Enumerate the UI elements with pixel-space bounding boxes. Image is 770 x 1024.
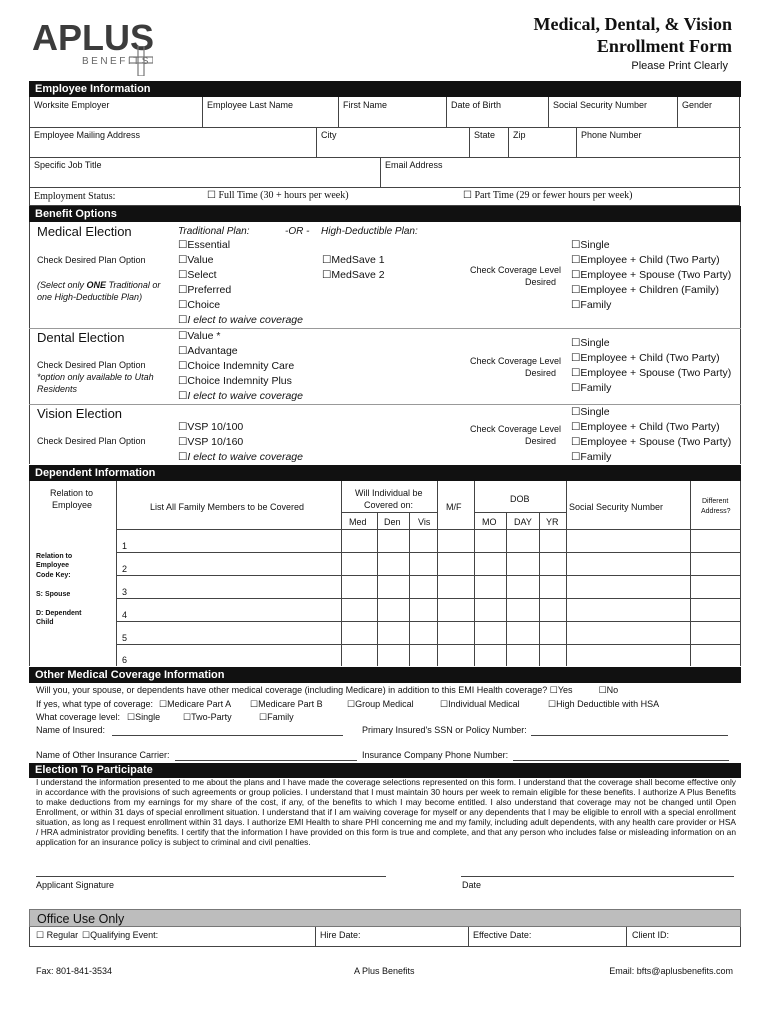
hsa-checkbox[interactable]: ☐ High Deductible with HSA — [548, 699, 659, 710]
form-title-line1: Medical, Dental, & Vision — [533, 14, 732, 34]
state-field[interactable]: State — [474, 130, 496, 140]
relation-header-2: Employee — [52, 500, 93, 510]
relation-key-dependent: D: Dependent — [36, 610, 82, 617]
medical-coverage-emp-child[interactable]: ☐ Employee + Child (Two Party) — [571, 254, 720, 266]
medical-instruction: Check Desired Plan Option — [37, 255, 146, 265]
qualifying-event-checkbox[interactable]: ☐ Qualifying Event: — [82, 930, 158, 941]
vis-header: Vis — [418, 517, 431, 527]
section-other-coverage: Other Medical Coverage Information — [29, 667, 741, 683]
medical-coverage-label-2: Desired — [524, 277, 556, 287]
day-header: DAY — [514, 517, 532, 527]
employee-info-frame — [29, 97, 740, 206]
logo-sub: BENEFITS — [82, 56, 151, 67]
first-name-field[interactable]: First Name — [343, 100, 388, 110]
mailing-address-field[interactable]: Employee Mailing Address — [34, 130, 141, 140]
high-deductible-label: High-Deductible Plan: — [321, 226, 418, 237]
vision-coverage-label: Check Coverage Level — [470, 424, 562, 434]
medsave-1-checkbox[interactable]: ☐ MedSave 1 — [322, 254, 385, 266]
hire-date-field[interactable]: Hire Date: — [320, 930, 361, 940]
relation-key-3: Code Key: — [36, 572, 71, 579]
relation-header: Relation to — [50, 488, 94, 498]
ssn-field[interactable]: Social Security Number — [553, 100, 648, 110]
other-single-checkbox[interactable]: ☐ Single — [127, 712, 160, 723]
dental-election-title: Dental Election — [37, 330, 125, 345]
different-address-header-2: Address? — [701, 508, 731, 515]
carrier-input[interactable] — [175, 760, 357, 761]
dental-instruction: Check Desired Plan Option — [37, 360, 146, 370]
dental-coverage-emp-child[interactable]: ☐ Employee + Child (Two Party) — [571, 352, 720, 364]
relation-key: Relation to — [36, 553, 73, 560]
will-covered-header-2: Covered on: — [364, 500, 414, 510]
job-title-field[interactable]: Specific Job Title — [34, 160, 102, 170]
dependent-row-3[interactable]: 3 — [122, 587, 128, 597]
dental-option-value[interactable]: ☐ Value * — [178, 330, 221, 342]
dependent-row-5[interactable]: 5 — [122, 633, 128, 643]
relation-key-child: Child — [36, 619, 54, 626]
med-header: Med — [349, 517, 367, 527]
vision-election-title: Vision Election — [37, 406, 123, 421]
vision-coverage-single[interactable]: ☐ Single — [571, 406, 610, 418]
medsave-2-checkbox[interactable]: ☐ MedSave 2 — [322, 269, 385, 281]
dependent-row-1[interactable]: 1 — [122, 541, 128, 551]
dependent-row-6[interactable]: 6 — [122, 655, 128, 665]
employment-status-label: Employment Status: — [34, 191, 116, 202]
vision-instruction: Check Desired Plan Option — [37, 436, 146, 446]
vision-coverage-label-2: Desired — [524, 436, 556, 446]
will-covered-header: Will Individual be — [355, 488, 423, 498]
medical-coverage-label: Check Coverage Level — [470, 265, 562, 275]
dental-option-indemnity-care[interactable]: ☐ Choice Indemnity Care — [178, 360, 294, 372]
yr-header: YR — [546, 517, 559, 527]
client-id-field[interactable]: Client ID: — [632, 930, 670, 940]
gender-field[interactable]: Gender — [682, 100, 713, 110]
date-input[interactable] — [461, 876, 734, 877]
primary-insured-label: Primary Insured's SSN or Policy Number: — [362, 725, 527, 735]
date-label: Date — [462, 880, 482, 890]
medical-coverage-single[interactable]: ☐ Single — [571, 239, 610, 251]
dob-header: DOB — [510, 494, 530, 504]
dental-note-2: Residents — [37, 384, 78, 394]
dental-option-advantage[interactable]: ☐ Advantage — [178, 345, 238, 357]
different-address-header: Different — [702, 498, 729, 505]
or-label: -OR - — [285, 226, 310, 237]
effective-date-field[interactable]: Effective Date: — [473, 930, 532, 940]
footer-email: Email: bfts@aplusbenefits.com — [609, 966, 733, 976]
mf-header: M/F — [446, 502, 462, 512]
no-checkbox[interactable]: ☐ No — [599, 685, 619, 695]
coverage-level-label: What coverage level: — [36, 712, 121, 722]
dental-coverage-family[interactable]: ☐ Family — [571, 382, 611, 394]
dental-coverage-label-2: Desired — [524, 368, 556, 378]
signature-label: Applicant Signature — [36, 880, 115, 890]
mo-header: MO — [482, 517, 497, 527]
den-header: Den — [384, 517, 401, 527]
vision-option-10-100[interactable]: ☐ VSP 10/100 — [178, 421, 243, 433]
medical-waive-checkbox[interactable]: ☐ I elect to waive coverage — [178, 314, 303, 326]
vision-coverage-emp-child[interactable]: ☐ Employee + Child (Two Party) — [571, 421, 720, 433]
dental-coverage-single[interactable]: ☐ Single — [571, 337, 610, 349]
dental-note: *option only available to Utah — [37, 372, 154, 382]
dependent-row-2[interactable]: 2 — [122, 564, 128, 574]
vision-option-10-160[interactable]: ☐ VSP 10/160 — [178, 436, 243, 448]
medical-option-preferred[interactable]: ☐ Preferred — [178, 284, 231, 296]
full-time-checkbox[interactable]: ☐ Full Time (30 + hours per week) — [207, 190, 349, 201]
medical-coverage-emp-spouse[interactable]: ☐ Employee + Spouse (Two Party) — [571, 269, 731, 281]
other-two-party-checkbox[interactable]: ☐ Two-Party — [183, 712, 232, 723]
election-text: I understand the information presented to me about the plans and I have made the coverage selections represented on this form. I understand that the coverage shall become effective only in accordance with the provisions of such agreements or group policies. I understand that I must maintain 30 hours per week to remain eligible for these benefits. I authorize A Plus Benefits to make deductions from my earnings for my share of the cost, if any, of the benefits to which I may become entitled. I also understand that coverage may not be changed until Open Enrollment, or within 31 days of special enrollment situation. I understand that if I am waiving coverage for myself or any dependents that I may be eligible to enroll with a special enrollment situation, as long as I request enrollment within 31 days. I authorize EMI Health to share PHI concerning me and my family, including adult dependents, with any health care provider or HSA / HRA administrator providing benefits. I certify that the information I have provided on this form is true and complete, and that any person who includes false or misleading information on an application for an insurance policy is subject to criminal and civil penalties. — [36, 777, 736, 847]
regular-checkbox[interactable]: ☐ Regular — [36, 930, 78, 941]
dependent-row-4[interactable]: 4 — [122, 610, 128, 620]
section-benefit-options: Benefit Options — [29, 206, 741, 222]
company-logo — [30, 18, 155, 76]
medical-note: (Select only ONE Traditional or — [37, 280, 161, 290]
medicare-a-checkbox[interactable]: ☐ Medicare Part A — [159, 699, 231, 710]
name-of-insured-label: Name of Insured: — [36, 725, 106, 735]
medical-election-title: Medical Election — [37, 224, 132, 239]
ssn-header: Social Security Number — [569, 502, 664, 512]
medical-option-choice[interactable]: ☐ Choice — [178, 299, 220, 311]
footer-company: A Plus Benefits — [354, 966, 415, 976]
vision-waive-checkbox[interactable]: ☐ I elect to waive coverage — [178, 451, 303, 463]
name-of-insured-input[interactable] — [112, 735, 343, 736]
insurance-phone-input[interactable] — [513, 760, 729, 761]
section-election: Election To Participate — [29, 763, 741, 778]
plus-icon — [129, 46, 153, 76]
medical-note-2: one High-Deductible Plan) — [37, 292, 143, 302]
form-title-line2: Enrollment Form — [596, 36, 732, 56]
dental-coverage-label: Check Coverage Level — [470, 356, 562, 366]
medical-option-value[interactable]: ☐ Value — [178, 254, 214, 266]
individual-medical-checkbox[interactable]: ☐ Individual Medical — [440, 699, 520, 710]
relation-key-spouse: S: Spouse — [36, 591, 71, 598]
vision-coverage-emp-spouse[interactable]: ☐ Employee + Spouse (Two Party) — [571, 436, 731, 448]
family-members-header: List All Family Members to be Covered — [150, 502, 305, 512]
group-medical-checkbox[interactable]: ☐ Group Medical — [347, 699, 414, 710]
primary-insured-input[interactable] — [531, 735, 728, 736]
insurance-phone-label: Insurance Company Phone Number: — [362, 750, 509, 760]
medical-option-essential[interactable]: ☐ Essential — [178, 239, 230, 251]
city-field[interactable]: City — [321, 130, 337, 140]
carrier-label: Name of Other Insurance Carrier: — [36, 750, 170, 760]
date-of-birth-field[interactable]: Date of Birth — [451, 100, 502, 110]
yes-checkbox[interactable]: ☐ Yes — [550, 685, 573, 695]
medical-coverage-family[interactable]: ☐ Family — [571, 299, 611, 311]
section-dependent-information: Dependent Information — [29, 465, 741, 481]
section-employee-information: Employee Information — [29, 81, 741, 97]
other-coverage-question: Will you, your spouse, or dependents have other medical coverage (including Medicare) in addition to this EMI Health coverage? ☐ Yes☐ No — [36, 685, 618, 696]
dental-option-indemnity-plus[interactable]: ☐ Choice Indemnity Plus — [178, 375, 292, 387]
medicare-b-checkbox[interactable]: ☐ Medicare Part B — [250, 699, 323, 710]
medical-option-select[interactable]: ☐ Select — [178, 269, 217, 281]
section-office-use: Office Use Only — [29, 909, 741, 927]
coverage-type-label: If yes, what type of coverage: — [36, 699, 154, 709]
signature-input[interactable] — [36, 876, 386, 877]
traditional-plan-label: Traditional Plan: — [178, 226, 250, 237]
dental-coverage-emp-spouse[interactable]: ☐ Employee + Spouse (Two Party) — [571, 367, 731, 379]
worksite-employer-field[interactable]: Worksite Employer — [34, 100, 110, 110]
part-time-checkbox[interactable]: ☐ Part Time (29 or fewer hours per week) — [463, 190, 633, 201]
zip-field[interactable]: Zip — [513, 130, 526, 140]
logo-brand: APLUS — [32, 17, 155, 58]
dental-waive-checkbox[interactable]: ☐ I elect to waive coverage — [178, 390, 303, 402]
other-family-checkbox[interactable]: ☐ Family — [259, 712, 294, 723]
last-name-field[interactable]: Employee Last Name — [207, 100, 294, 110]
relation-key-2: Employee — [36, 562, 70, 569]
phone-field[interactable]: Phone Number — [581, 130, 642, 140]
email-field[interactable]: Email Address — [385, 160, 443, 170]
vision-coverage-family[interactable]: ☐ Family — [571, 451, 611, 463]
medical-coverage-emp-children[interactable]: ☐ Employee + Children (Family) — [571, 284, 719, 296]
print-note: Please Print Clearly — [631, 60, 728, 72]
footer-fax: Fax: 801-841-3534 — [36, 966, 113, 976]
